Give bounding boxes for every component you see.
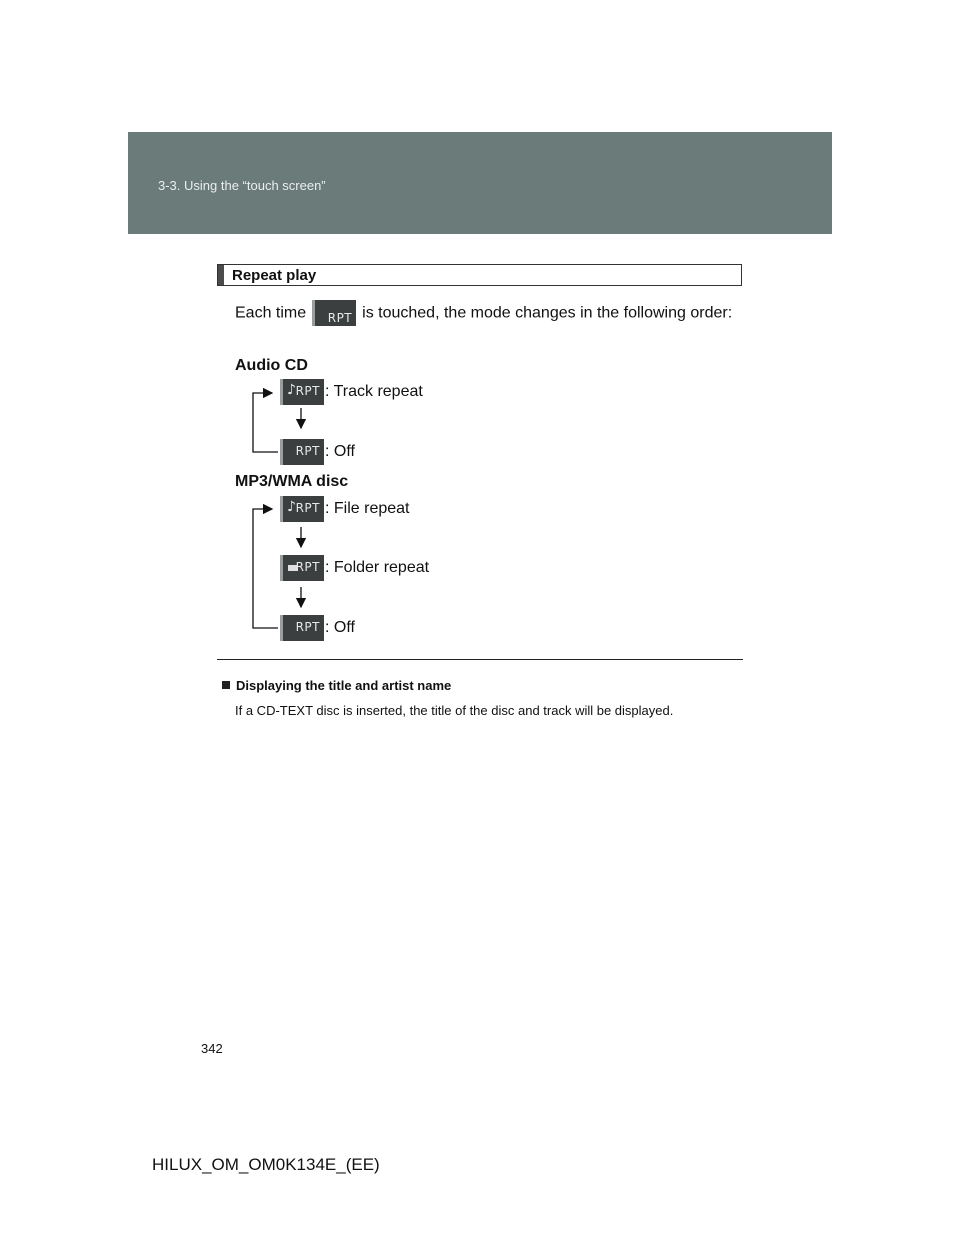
square-bullet-icon	[222, 681, 230, 689]
mp3-loop-arrow	[253, 509, 278, 628]
rpt-label: RPT	[295, 560, 320, 574]
intro-after: is touched, the mode changes in the following order:	[362, 304, 733, 322]
mode-off: : Off	[325, 443, 355, 460]
section-breadcrumb: 3-3. Using the “touch screen”	[158, 178, 326, 193]
section-title: Repeat play	[232, 267, 317, 284]
footer-code: HILUX_OM_OM0K134E_(EE)	[152, 1155, 380, 1174]
mp3-heading: MP3/WMA disc	[235, 473, 349, 490]
rpt-label: RPT	[327, 311, 353, 325]
rpt-label: RPT	[295, 384, 320, 398]
divider	[217, 659, 743, 660]
rpt-label: RPT	[295, 620, 320, 634]
rpt-label: RPT	[295, 444, 320, 458]
mode-folder-repeat: : Folder repeat	[325, 559, 430, 576]
note-heading	[222, 678, 451, 693]
page-number: 342	[201, 1041, 223, 1056]
note-heading-text: Displaying the title and artist name	[236, 678, 452, 693]
music-note-icon: ♪	[287, 499, 296, 515]
mode-off-mp3: : Off	[325, 619, 355, 636]
audio-cd-heading: Audio CD	[235, 357, 308, 374]
cd-loop-arrow	[253, 393, 278, 452]
mode-track-repeat: : Track repeat	[325, 383, 423, 400]
music-note-icon: ♪	[287, 382, 296, 398]
mode-file-repeat: : File repeat	[325, 500, 410, 517]
note-body: If a CD-TEXT disc is inserted, the title of the disc and track will be displayed.	[235, 703, 674, 718]
rpt-label: RPT	[295, 501, 320, 515]
intro-before: Each time	[235, 304, 307, 322]
